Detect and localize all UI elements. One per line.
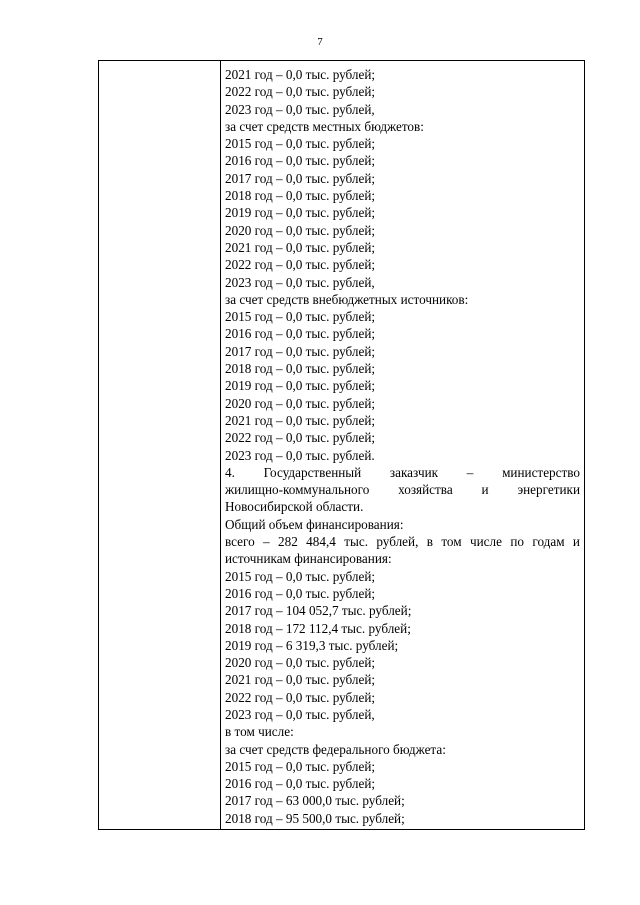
funding-lines-part2 bbox=[225, 568, 580, 827]
funding-line: 2016 год – 0,0 тыс. рублей; bbox=[225, 326, 376, 342]
funding-line: 2023 год – 0,0 тыс. рублей, bbox=[225, 274, 375, 290]
funding-line: 2015 год – 0,0 тыс. рублей; bbox=[225, 568, 376, 584]
funding-line: 2016 год – 0,0 тыс. рублей; bbox=[225, 585, 376, 601]
total-heading: Общий объем финансирования: bbox=[225, 516, 404, 532]
funding-line: за счет средств федерального бюджета: bbox=[225, 741, 446, 757]
column-divider bbox=[220, 61, 221, 829]
total-line-2: источникам финансирования: bbox=[225, 551, 392, 567]
funding-line: 2023 год – 0,0 тыс. рублей. bbox=[225, 447, 375, 463]
table-left-cell bbox=[99, 61, 220, 829]
funding-table bbox=[98, 60, 585, 830]
funding-line: 2018 год – 0,0 тыс. рублей; bbox=[225, 361, 376, 377]
funding-line: 2016 год – 0,0 тыс. рублей; bbox=[225, 776, 376, 792]
funding-line: 2021 год – 0,0 тыс. рублей; bbox=[225, 239, 376, 255]
customer-line-1: 4. Государственный заказчик – министерство bbox=[225, 464, 580, 480]
funding-lines-part1 bbox=[225, 66, 580, 464]
funding-line: 2019 год – 0,0 тыс. рублей; bbox=[225, 378, 376, 394]
funding-line: 2020 год – 0,0 тыс. рублей; bbox=[225, 395, 376, 411]
funding-line: 2021 год – 0,0 тыс. рублей; bbox=[225, 67, 376, 82]
funding-line: 2022 год – 0,0 тыс. рублей; bbox=[225, 84, 376, 100]
funding-line: 2021 год – 0,0 тыс. рублей; bbox=[225, 672, 376, 688]
funding-line: 2015 год – 0,0 тыс. рублей; bbox=[225, 309, 376, 325]
funding-line: 2019 год – 6 319,3 тыс. рублей; bbox=[225, 637, 399, 653]
funding-line: за счет средств внебюджетных источников: bbox=[225, 291, 469, 307]
funding-line: за счет средств местных бюджетов: bbox=[225, 118, 424, 134]
funding-line: 2017 год – 63 000,0 тыс. рублей; bbox=[225, 793, 405, 809]
funding-line: 2021 год – 0,0 тыс. рублей; bbox=[225, 412, 376, 428]
funding-line: 2022 год – 0,0 тыс. рублей; bbox=[225, 257, 376, 273]
funding-line: 2015 год – 0,0 тыс. рублей; bbox=[225, 758, 376, 774]
funding-line: 2022 год – 0,0 тыс. рублей; bbox=[225, 689, 376, 705]
page-number: 7 bbox=[317, 36, 323, 48]
funding-line: 2016 год – 0,0 тыс. рублей; bbox=[225, 153, 376, 169]
funding-line: 2018 год – 0,0 тыс. рублей; bbox=[225, 188, 376, 204]
total-line-1: всего – 282 484,4 тыс. рублей, в том числе по годам и bbox=[225, 534, 580, 550]
funding-line: 2015 год – 0,0 тыс. рублей; bbox=[225, 136, 376, 152]
funding-line: 2023 год – 0,0 тыс. рублей, bbox=[225, 706, 375, 722]
funding-line: 2022 год – 0,0 тыс. рублей; bbox=[225, 430, 376, 446]
funding-line: 2020 год – 0,0 тыс. рублей; bbox=[225, 222, 376, 238]
customer-line-3: Новосибирской области. bbox=[225, 499, 364, 515]
funding-line: 2023 год – 0,0 тыс. рублей, bbox=[225, 101, 375, 117]
funding-line: 2018 год – 172 112,4 тыс. рублей; bbox=[225, 620, 411, 636]
funding-line: 2017 год – 104 052,7 тыс. рублей; bbox=[225, 603, 412, 619]
customer-line-2: жилищно-коммунального хозяйства и энергетики bbox=[225, 482, 580, 498]
funding-line: 2018 год – 95 500,0 тыс. рублей; bbox=[225, 810, 405, 826]
funding-line: 2017 год – 0,0 тыс. рублей; bbox=[225, 170, 376, 186]
table-right-cell bbox=[225, 66, 580, 827]
funding-line: 2017 год – 0,0 тыс. рублей; bbox=[225, 343, 376, 359]
funding-line: в том числе: bbox=[225, 724, 294, 740]
funding-line: 2020 год – 0,0 тыс. рублей; bbox=[225, 655, 376, 671]
funding-line: 2019 год – 0,0 тыс. рублей; bbox=[225, 205, 376, 221]
